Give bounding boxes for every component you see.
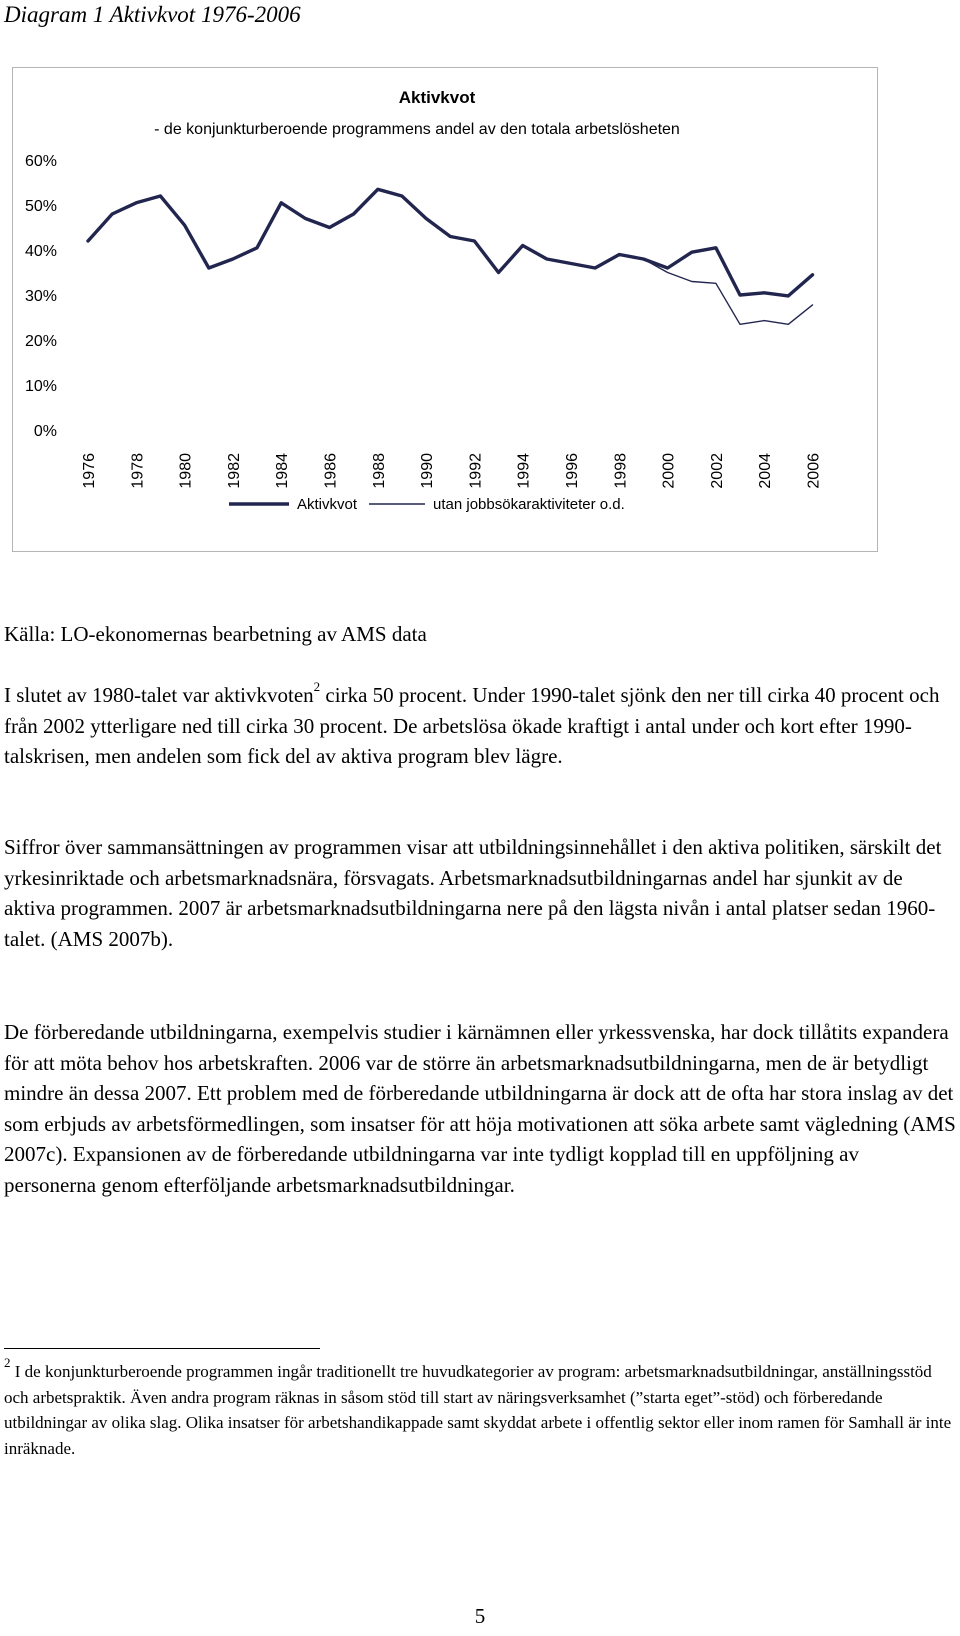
footnote-number: 2 — [4, 1355, 11, 1371]
paragraph-1 — [4, 680, 956, 772]
x-tick-label: 2000 — [660, 453, 678, 489]
legend-label: utan jobbsökaraktiviteter o.d. — [433, 496, 625, 513]
source-line: Källa: LO-ekonomernas bearbetning av AMS data — [4, 622, 427, 646]
y-tick-label: 10% — [24, 378, 57, 395]
chart-subtitle: - de konjunkturberoende programmens andel av den totala arbetslösheten — [154, 121, 680, 138]
chart-legend — [229, 496, 625, 513]
y-tick-label: 40% — [24, 243, 57, 260]
y-tick-label: 30% — [24, 288, 57, 305]
paragraph-1-text-a: I slutet av 1980-talet var aktivkvoten — [4, 683, 314, 707]
x-tick-label: 1978 — [129, 453, 147, 489]
footnote — [4, 1355, 954, 1461]
paragraph-1-text-b: cirka 50 procent. Under 1990-talet sjönk den ner till cirka 40 procent och från 2002 ytterligare ned till cirka 30 procent. De arbetslösa ökade kraftigt i antal under och kort efter 1990-talskrisen, men andelen som fick del av aktiva program blev lägre. — [4, 683, 940, 768]
figure-caption: Diagram 1 Aktivkvot 1976-2006 — [4, 2, 301, 27]
x-tick-label: 1986 — [322, 453, 340, 489]
x-tick-label: 1990 — [419, 453, 437, 489]
chart-title: Aktivkvot — [398, 88, 476, 107]
y-tick-label: 60% — [24, 153, 57, 170]
footnote-text: I de konjunkturberoende programmen ingår traditionellt tre huvudkategorier av program: arbetsmarknadsutbildningar, anställningsstöd och arbetspraktik. Även andra program räknas in såsom stöd till start av näringsverksamhet (”starta eget”-stöd) och förberedande utbildningar av olika slag. Olika insatser för arbetshandikappade samt skyddat arbete i offentlig sektor eller inom ramen för Samhall är inte inräknade. — [4, 1362, 952, 1458]
x-axis-ticks — [81, 453, 823, 489]
footnote-ref[interactable]: 2 — [313, 679, 321, 694]
paragraph-3: De förberedande utbildningarna, exempelvis studier i kärnämnen eller yrkessvenska, har dock tillåtits expandera för att möta behov hos arbetskraften. 2006 var de större än arbetsmarknadsutbildningarna, men de är betydligt mindre än dessa 2007. Ett problem med de förberedande utbildningarna är dock att de ofta har stora inslag av det som erbjuds av arbetsförmedlingen, som insatser för att höja motivationen att söka arbete samt vägledning (AMS 2007c). Expansionen av de förberedande utbildningarna var inte tydligt kopplad till en uppföljning av personerna genom efterföljande arbetsmarknadsutbildningar. — [4, 1020, 956, 1197]
series-line-aktivkvot — [88, 189, 813, 296]
x-tick-label: 2006 — [805, 453, 823, 489]
legend-label: Aktivkvot — [297, 496, 358, 513]
chart-frame — [12, 67, 878, 552]
x-tick-label: 1992 — [467, 453, 485, 489]
y-tick-label: 0% — [33, 423, 57, 440]
x-tick-label: 1988 — [370, 453, 388, 489]
paragraph-2: Siffror över sammansättningen av programmen visar att utbildningsinnehållet i den aktiva politiken, särskilt det yrkesinriktade och arbetsmarknadsnära, försvagats. Arbetsmarknadsutbildningarnas andel har sjunkit av de aktiva programmen. 2007 är arbetsmarknadsutbildningarna nere på den lägsta nivån i antal platser sedan 1960-talet. (AMS 2007b). — [4, 835, 942, 951]
y-tick-label: 50% — [24, 198, 57, 215]
x-tick-label: 2002 — [708, 453, 726, 489]
series-group — [88, 189, 813, 324]
x-tick-label: 1976 — [81, 453, 98, 489]
y-tick-label: 20% — [24, 333, 57, 350]
y-axis-ticks — [25, 153, 57, 440]
x-tick-label: 1996 — [564, 453, 581, 489]
x-tick-label: 2004 — [757, 453, 775, 489]
x-tick-label: 1994 — [515, 453, 533, 489]
x-tick-label: 1984 — [274, 453, 292, 489]
series-line-utan-jobbsokaraktiviteter — [88, 189, 813, 324]
page-number: 5 — [474, 1604, 486, 1628]
x-tick-label: 1980 — [177, 453, 195, 489]
line-chart — [13, 68, 877, 551]
footnote-separator — [4, 1348, 320, 1349]
x-tick-label: 1982 — [225, 453, 243, 489]
x-tick-label: 1998 — [612, 453, 630, 489]
